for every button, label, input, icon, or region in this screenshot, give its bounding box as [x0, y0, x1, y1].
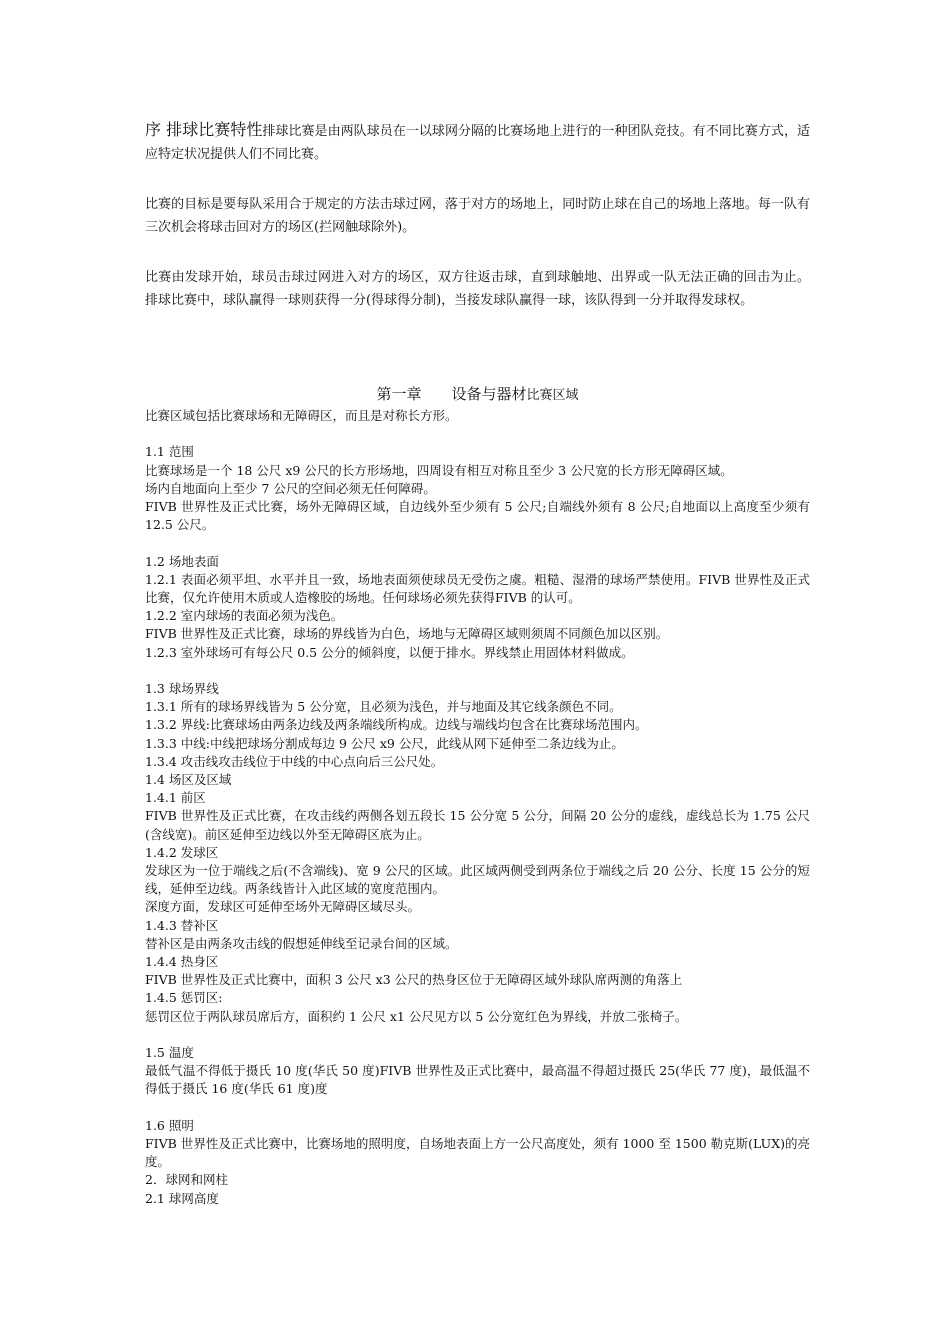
text-line: 1.4.5 惩罚区:	[145, 990, 223, 1006]
text-line: FIVB 世界性及正式比赛，场外无障碍区域，自边线外至少须有 5 公尺;自端线外须有 8 公尺;自地面以上高度至少须有 12.5 公尺。	[145, 499, 810, 533]
text-line: 1.3.3 中线:中线把球场分割成每边 9 公尺 x9 公尺，此线从网下延伸至二条边线为止。	[145, 735, 624, 751]
intro-paragraph-2	[145, 193, 810, 239]
chapter-number: 第一章	[376, 385, 422, 403]
text-line: 发球区为一位于端线之后(不含端线)、宽 9 公尺的区域。此区域两侧受到两条位于端线之后 20 公分、长度 15 公分的短线，延伸至边线。两条线皆计入此区域的宽度范围内。	[145, 863, 810, 897]
text-line: 场内自地面向上至少 7 公尺的空间必须无任何障碍。	[145, 480, 436, 496]
text-line: 1.2.2 室内球场的表面必须为浅色。	[145, 608, 344, 624]
text-line: 1.4.1 前区	[145, 790, 206, 806]
chapter-heading	[145, 384, 810, 406]
text-line: 1.2.3 室外球场可有每公尺 0.5 公分的倾斜度，以便于排水。界线禁止用固体材料做成。	[145, 644, 634, 660]
text-line: 1.3.1 所有的球场界线皆为 5 公分宽，且必须为浅色，并与地面及其它线条颜色不同。	[145, 699, 622, 715]
text-line: FIVB 世界性及正式比赛中，面积 3 公尺 x3 公尺的热身区位于无障碍区域外球队席两测的角落上	[145, 972, 683, 988]
text-line: FIVB 世界性及正式比赛中，比赛场地的照明度，自场地表面上方一公尺高度处，须有 1000 至 1500 勒克斯(LUX)的亮度。	[145, 1136, 810, 1170]
preface-heading: 序 排球比赛特性	[145, 120, 263, 139]
chapter-title: 设备与器材	[451, 385, 527, 403]
blank-line	[145, 662, 810, 680]
text-line: 1.6 照明	[145, 1117, 194, 1133]
text-line: 最低气温不得低于摄氏 10 度(华氏 50 度)FIVB 世界性及正式比赛中，最高温不得超过摄氏 25(华氏 77 度)，最低温不得低于摄氏 16 度(华氏 61 度)度	[145, 1063, 810, 1097]
text-line: 深度方面，发球区可延伸至场外无障碍区域尽头。	[145, 899, 421, 915]
intro-paragraph-1	[145, 118, 810, 166]
intro-paragraph-3	[145, 266, 810, 312]
blank-line	[145, 1099, 810, 1117]
text-line: 比赛球场是一个 18 公尺 x9 公尺的长方形场地，四周设有相互对称且至少 3 公尺宽的长方形无障碍区域。	[145, 462, 733, 478]
text-line: 2.1 球网高度	[145, 1190, 219, 1206]
text-line: 1.3 球场界线	[145, 681, 219, 696]
text-line: FIVB 世界性及正式比赛，球场的界线皆为白色，场地与无障碍区域则须周不同颜色加以区别。	[145, 626, 669, 642]
text-line: 1.4.2 发球区	[145, 844, 219, 860]
text-line: 1.4.3 替补区	[145, 917, 219, 933]
text-line: 1.2.1 表面必须平坦、水平并且一致，场地表面须使球员无受伤之虞。粗糙、湿滑的球场严禁使用。FIVB 世界性及正式比赛，仅允许使用木质或人造橡胶的场地。任何球场必须先获得FIVB 的认可。	[145, 571, 810, 605]
text-line: 1.3.2 界线:比赛球场由两条边线及两条端线所构成。边线与端线均包含在比赛球场范围内。	[145, 717, 648, 733]
body-text	[145, 407, 810, 1208]
text-line: 1.4.4 热身区	[145, 954, 219, 970]
blank-line	[145, 425, 810, 443]
text-line: 比赛区域包括比赛球场和无障碍区，而且是对称长方形。	[145, 408, 458, 423]
text-line: 1.1 范围	[145, 444, 194, 460]
intro-text-3: 比赛由发球开始，球员击球过网进入对方的场区，双方往返击球，直到球触地、出界或一队无法正确的回击为止。 排球比赛中，球队赢得一球则获得一分(得球得分制)，当接发球队赢得一球，该队得到一分并取得发球权。	[145, 270, 810, 308]
text-line: 1.2 场地表面	[145, 553, 219, 569]
intro-text-1: 排球比赛是由两队球员在一以球网分隔的比赛场地上进行的一种团队竞技。有不同比赛方式，适应特定状况提供人们不同比赛。	[145, 124, 810, 162]
text-line: 1.3.4 攻击线攻击线位于中线的中心点向后三公尺处。	[145, 753, 444, 769]
intro-text-2: 比赛的目标是要每队采用合于规定的方法击球过网，落于对方的场地上，同时防止球在自己的场地上落地。每一队有三次机会将球击回对方的场区(拦网触球除外)。	[145, 197, 810, 235]
text-line: 1.4 场区及区域	[145, 772, 232, 788]
text-line: FIVB 世界性及正式比赛，在攻击线约两侧各划五段长 15 公分宽 5 公分，间隔 20 公分的虚线，虚线总长为 1.75 公尺(含线宽)。前区延伸至边线以外至无障碍区底为止。	[145, 808, 810, 842]
text-line: 1.5 温度	[145, 1045, 194, 1061]
text-line: 2．球网和网柱	[145, 1172, 228, 1188]
chapter-subtitle: 比赛区域	[526, 388, 579, 403]
text-line: 替补区是由两条攻击线的假想延伸线至记录台间的区域。	[145, 935, 458, 951]
blank-line	[145, 1026, 810, 1044]
blank-line	[145, 534, 810, 552]
text-line: 惩罚区位于两队球员席后方，面积约 1 公尺 x1 公尺见方以 5 公分宽红色为界线，并放二张椅子。	[145, 1008, 688, 1024]
